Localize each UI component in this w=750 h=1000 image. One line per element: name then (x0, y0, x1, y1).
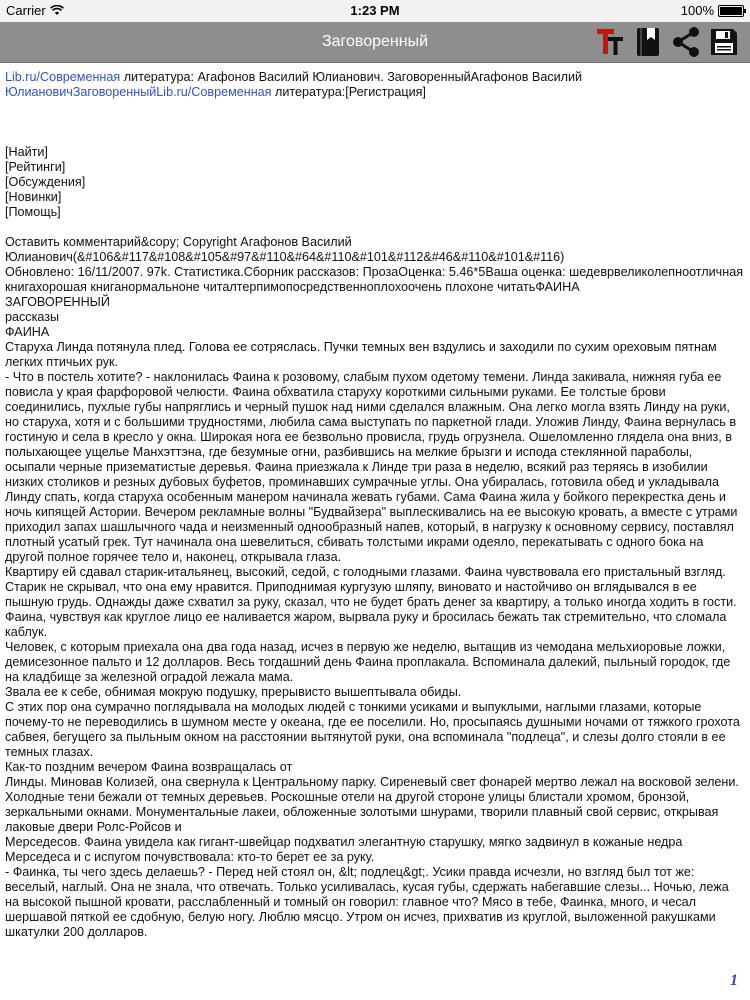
toolbar (594, 25, 740, 59)
battery-group (681, 3, 744, 18)
clock: 1:23 PM (350, 3, 400, 18)
share-icon (670, 26, 702, 58)
bookmark-icon (634, 26, 662, 58)
spacer (5, 130, 745, 145)
book-subtitle: рассказы (5, 310, 60, 324)
menu-item-new[interactable]: [Новинки] (5, 190, 62, 204)
battery-percent: 100% (680, 3, 714, 18)
save-icon (708, 26, 740, 58)
save-button[interactable] (708, 25, 740, 59)
chapter-title: ФАИНА (5, 325, 50, 339)
comment-line: Оставить комментарий&copy; Copyright Агафонов Василий Юлианович(&#106&#117&#108&#105&#97&#110&#64&#110&#101&#112&#46&#110&#101&#116) (5, 235, 565, 264)
lib-link[interactable]: Lib.ru/Современная (5, 70, 121, 84)
paragraph: Линды. Миновав Колизей, она свернула к Центральному парку. Сиреневый свет фонарей мертво лежал на восковой зелени. Холодные тени бежали от темных деревьев. Роскошные отели на другой стороне улицы блистали хромом, бронзой, зеркальными окнами. Монументальные лакеи, обложенные золотыми шнурами, творили плавный свой сервис, открывая лаковые двери Ролс-Ройсов и (5, 775, 739, 834)
font-button[interactable] (594, 25, 626, 59)
book-content (5, 70, 745, 940)
paragraph: Человек, с которым приехала она два года назад, исчез в первую же неделю, вытащив из чемодана мельхиоровые ложки, демисезонное пальто и 12 долларов. Весь тогдашний день Фаина проплакала. Вспоминала далекий, пыльный городок, где на кладбище за железной оградой лежала мама. (5, 640, 731, 684)
menu-item-ratings[interactable]: [Рейтинги] (5, 160, 66, 174)
paragraph: Как-то поздним вечером Фаина возвращалась от (5, 760, 293, 774)
carrier-label: Carrier (6, 3, 46, 18)
header-line-1 (5, 70, 745, 85)
share-button[interactable] (670, 25, 702, 59)
spacer (5, 100, 745, 130)
paragraph: - Фаинка, ты чего здесь делаешь? - Перед ней стоял он, &lt; подлец&gt;. Усики правда исчезли, но взгляд был тот же: веселый, наглый. Она не знала, что отвечать. Только усиливалась, кусая губы, сдержать набегавшие слезы... Ночью, лежа на высокой пышной кровати, расслабленный и томный он говорил: главное что? Мясо в тебе, Фаинка, много, и чесал шершавой пяткой ее сдобную, белую ногу. Люблю мясцо. Утром он исчез, прихватив из круглой, выложенной ракушками шкатулки 200 долларов. (5, 865, 729, 939)
paragraph: С этих пор она сумрачно поглядывала на молодых людей с тонкими усиками и выпуклыми, наглыми глазами, которые почему-то не переводились в шумном месте у океана, где ее поселили. Но, просыпаясь душными ночами от тяжкого грохота сабвея, бегущего за пыльным окном на расстоянии вытянутой руки, она вспоминала "подлеца", и слезы долго стояли в ее темных глазах. (5, 700, 740, 759)
bookmark-button[interactable] (632, 25, 664, 59)
battery-icon (718, 5, 744, 17)
status-bar (0, 0, 750, 22)
header-text: литература: Агафонов Василий Юлианович. ЗаговоренныйАгафонов Василий (120, 70, 583, 84)
paragraph: - Что в постель хотите? - наклонилась Фаина к розовому, слабым пухом одетому темени. Линда закивала, нижняя губа ее повисла у края фарфоровой челюсти. Фаина обхватила старуху короткими сильными руками. Ее толстые брови соединились, пухлые губы напряглись и черный пушок над ними сделался влажным. Она легко могла взять Линду на руки, но старуха, хотя и с большими трудностями, любила сама выступать по паркетной глади. Уложив Линду, Фаина вернулась в гостиную и села в кресло у окна. Широкая нога ее безвольно провисла, грудь огрузнела. Ошеломленно глядела она вниз, в полыхающее ущелье Манхэттэна, где безумные огни, разбившись на мелкие брызги и испода стеклянной параболы, осыпали черные призематистые деревья. Фаина приезжала к Линде три раза в неделю, всякий раз теряясь в изобилии низких столиков и резных дубовых буфетов, проминавших сумрачные углы. Она убиралась, готовила обед и укладывала Линду спать, когда старуха особенным манером начинала жевать губами. Сама Фаина жила у бойкого перекрестка день и ночь кипящей Астории. Вечером рекламные волны "Будвайзера" выплескивались на ее высокую кровать, а вместе с утрами приходил запах шашлычного чада и неизменный однообразный напев, который, в нагрузку к основному сервису, поставлял плотный усатый грек. Тут начинала она шевелиться, сбивать толстыми икрами одеяло, перекатывать с одного бока на другой полное горячее тело и, наконец, открывала глаза. (5, 370, 738, 564)
header-text: литература:[Регистрация] (271, 85, 426, 99)
paragraph: Звала ее к себе, обнимая мокрую подушку, прерывисто вышептывала обиды. (5, 685, 462, 699)
navigation-bar (0, 22, 750, 63)
menu-item-discussions[interactable]: [Обсуждения] (5, 175, 86, 189)
page-number: 1 (730, 972, 738, 989)
page-title: Заговоренный (321, 33, 429, 50)
book-title: ЗАГОВОРЕННЫЙ (5, 295, 110, 309)
author-lib-link[interactable]: ЮлиановичЗаговоренныйLib.ru/Современная (5, 85, 272, 99)
paragraph: Мерседесов. Фаина увидела как гигант-швейцар подхватил элегантную старушку, мягко задвинул в кожаные недра Мерседеса и с испугом почувствовала: кто-то берет ее за руку. (5, 835, 683, 864)
spacer (5, 220, 745, 235)
paragraph: Квартиру ей сдавал старик-итальянец, высокий, седой, с голодными глазами. Фаина чувствовала его пристальный взгляд. Старик не скрывал, что она ему нравится. Приподнимая кургузую шляпу, виновато и настойчиво он вглядывался в ее пышную грудь. Однажды даже схватил за руку, сказал, что не будет брать денег за квартиру, а только иногда ходить в гости. Фаина, чувствуя как круглое лицо ее наливается жаром, вырвала руку и бросилась бежать так стремительно, что сломала каблук. (5, 565, 737, 639)
font-icon (594, 26, 626, 58)
menu-item-help[interactable]: [Помощь] (5, 205, 61, 219)
menu-item-search[interactable]: [Найти] (5, 145, 48, 159)
updated-line: Обновлено: 16/11/2007. 97k. Статистика.Сборник рассказов: ПрозаОценка: 5.46*5Ваша оценка: шедеврвеликолепноотличная книгахорошая книганормальноне читалтерпимопосредственноплохоочень плохоне читатьФАИНА (5, 265, 744, 294)
paragraph: Старуха Линда потянула плед. Голова ее сотряслась. Пучки темных вен вздулись и заходили по сухим ореховым пятнам легких птичьих рук. (5, 340, 717, 369)
header-line-2 (5, 85, 745, 100)
